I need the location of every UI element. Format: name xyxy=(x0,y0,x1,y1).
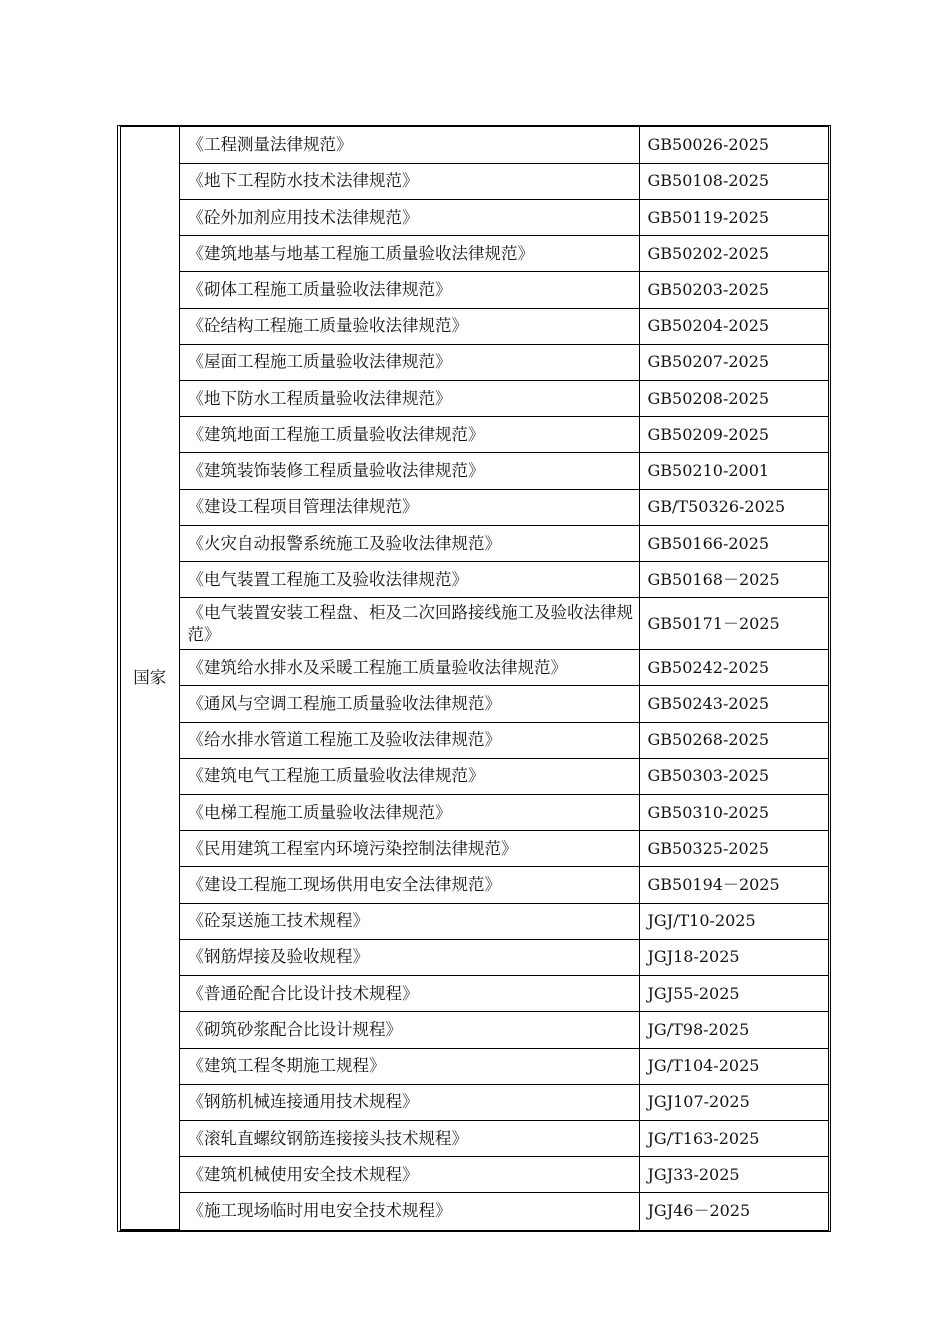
table-row xyxy=(121,1193,828,1230)
table-row xyxy=(121,163,828,199)
standard-name-cell: 《砼结构工程施工质量验收法律规范》 xyxy=(179,308,639,344)
table-row xyxy=(121,867,828,903)
table-row xyxy=(121,1048,828,1084)
standard-name-cell: 《钢筋机械连接通用技术规程》 xyxy=(179,1084,639,1120)
standard-name-cell: 《施工现场临时用电安全技术规程》 xyxy=(179,1193,639,1230)
standard-code-cell: GB50194－2025 xyxy=(639,867,828,903)
table-row xyxy=(121,722,828,758)
standard-name-cell: 《火灾自动报警系统施工及验收法律规范》 xyxy=(179,525,639,561)
table-row xyxy=(121,903,828,939)
standard-code-cell: GB50209-2025 xyxy=(639,417,828,453)
standard-code-cell: GB50119-2025 xyxy=(639,199,828,235)
standard-name-cell: 《砼外加剂应用技术法律规范》 xyxy=(179,199,639,235)
standard-code-cell: GB50268-2025 xyxy=(639,722,828,758)
table-row xyxy=(121,417,828,453)
table-row xyxy=(121,489,828,525)
standard-code-cell: GB50203-2025 xyxy=(639,272,828,308)
standard-name-cell: 《建筑地基与地基工程施工质量验收法律规范》 xyxy=(179,236,639,272)
standards-table-frame xyxy=(117,125,831,1232)
standard-code-cell: JGJ46－2025 xyxy=(639,1193,828,1230)
standard-code-cell: GB50204-2025 xyxy=(639,308,828,344)
standard-code-cell: JGJ18-2025 xyxy=(639,939,828,975)
standard-code-cell: JGJ/T10-2025 xyxy=(639,903,828,939)
table-row xyxy=(121,976,828,1012)
table-row xyxy=(121,1012,828,1048)
standard-code-cell: GB50303-2025 xyxy=(639,758,828,794)
table-row xyxy=(121,381,828,417)
standard-code-cell: GB50210-2001 xyxy=(639,453,828,489)
standard-code-cell: GB50168－2025 xyxy=(639,562,828,598)
standard-name-cell: 《工程测量法律规范》 xyxy=(179,127,639,163)
standard-name-cell: 《电梯工程施工质量验收法律规范》 xyxy=(179,794,639,830)
table-row xyxy=(121,127,828,163)
standard-code-cell: JG/T163-2025 xyxy=(639,1120,828,1156)
category-cell: 国家 xyxy=(121,127,179,1230)
standard-code-cell: GB50166-2025 xyxy=(639,525,828,561)
table-row xyxy=(121,272,828,308)
standards-table-body xyxy=(121,127,828,1230)
standard-name-cell: 《地下防水工程质量验收法律规范》 xyxy=(179,381,639,417)
standard-code-cell: GB50208-2025 xyxy=(639,381,828,417)
standard-code-cell: GB50242-2025 xyxy=(639,650,828,686)
standard-name-cell: 《建筑地面工程施工质量验收法律规范》 xyxy=(179,417,639,453)
standard-code-cell: JGJ107-2025 xyxy=(639,1084,828,1120)
standard-name-cell: 《钢筋焊接及验收规程》 xyxy=(179,939,639,975)
standard-name-cell: 《砌筑砂浆配合比设计规程》 xyxy=(179,1012,639,1048)
table-row xyxy=(121,1157,828,1193)
standard-name-cell: 《地下工程防水技术法律规范》 xyxy=(179,163,639,199)
standard-name-cell: 《屋面工程施工质量验收法律规范》 xyxy=(179,344,639,380)
standard-code-cell: JG/T104-2025 xyxy=(639,1048,828,1084)
standard-code-cell: JGJ55-2025 xyxy=(639,976,828,1012)
standard-code-cell: GB50310-2025 xyxy=(639,794,828,830)
standard-name-cell: 《建设工程施工现场供用电安全法律规范》 xyxy=(179,867,639,903)
table-row xyxy=(121,758,828,794)
table-row xyxy=(121,794,828,830)
table-row xyxy=(121,1120,828,1156)
standard-name-cell: 《普通砼配合比设计技术规程》 xyxy=(179,976,639,1012)
table-row xyxy=(121,308,828,344)
standard-code-cell: GB50026-2025 xyxy=(639,127,828,163)
standard-name-cell: 《建筑给水排水及采暖工程施工质量验收法律规范》 xyxy=(179,650,639,686)
standard-code-cell: GB/T50326-2025 xyxy=(639,489,828,525)
table-row xyxy=(121,686,828,722)
standard-name-cell: 《给水排水管道工程施工及验收法律规范》 xyxy=(179,722,639,758)
standard-name-cell: 《建筑工程冬期施工规程》 xyxy=(179,1048,639,1084)
standard-name-cell: 《砼泵送施工技术规程》 xyxy=(179,903,639,939)
table-row xyxy=(121,939,828,975)
table-row xyxy=(121,453,828,489)
standard-code-cell: GB50207-2025 xyxy=(639,344,828,380)
standard-name-cell: 《建设工程项目管理法律规范》 xyxy=(179,489,639,525)
standard-code-cell: GB50202-2025 xyxy=(639,236,828,272)
standard-name-cell: 《建筑装饰装修工程质量验收法律规范》 xyxy=(179,453,639,489)
table-row xyxy=(121,650,828,686)
standards-table xyxy=(121,127,828,1230)
standard-code-cell: JGJ33-2025 xyxy=(639,1157,828,1193)
table-row xyxy=(121,598,828,650)
standard-name-cell: 《砌体工程施工质量验收法律规范》 xyxy=(179,272,639,308)
table-row xyxy=(121,236,828,272)
standard-code-cell: GB50108-2025 xyxy=(639,163,828,199)
standard-name-cell: 《滚轧直螺纹钢筋连接接头技术规程》 xyxy=(179,1120,639,1156)
table-row xyxy=(121,562,828,598)
standard-name-cell: 《建筑电气工程施工质量验收法律规范》 xyxy=(179,758,639,794)
standard-name-cell: 《通风与空调工程施工质量验收法律规范》 xyxy=(179,686,639,722)
standard-name-cell: 《电气装置工程施工及验收法律规范》 xyxy=(179,562,639,598)
standard-code-cell: JG/T98-2025 xyxy=(639,1012,828,1048)
standard-name-cell: 《民用建筑工程室内环境污染控制法律规范》 xyxy=(179,831,639,867)
standard-code-cell: GB50243-2025 xyxy=(639,686,828,722)
standard-code-cell: GB50325-2025 xyxy=(639,831,828,867)
table-row xyxy=(121,831,828,867)
standard-code-cell: GB50171－2025 xyxy=(639,598,828,650)
standard-name-cell: 《建筑机械使用安全技术规程》 xyxy=(179,1157,639,1193)
standard-name-cell: 《电气装置安装工程盘、柜及二次回路接线施工及验收法律规范》 xyxy=(179,598,639,650)
table-row xyxy=(121,344,828,380)
table-row xyxy=(121,525,828,561)
table-row xyxy=(121,1084,828,1120)
table-row xyxy=(121,199,828,235)
